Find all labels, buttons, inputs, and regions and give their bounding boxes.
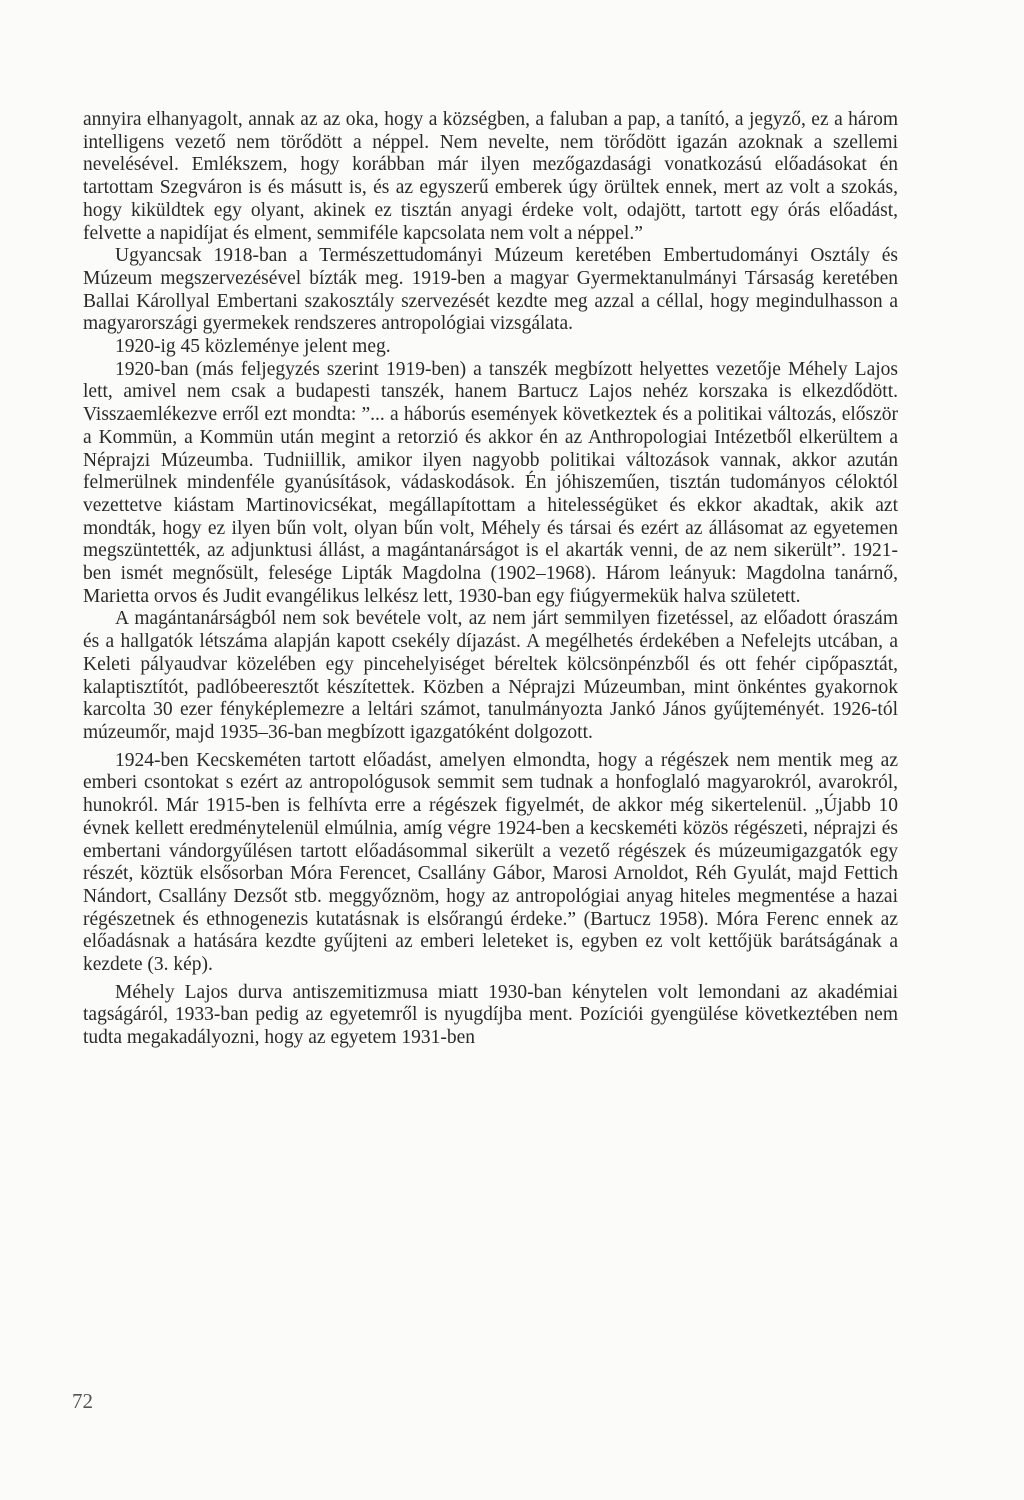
paragraph-7: Méhely Lajos durva antiszemitizmusa miatt 1930-ban kénytelen volt lemondani az akadémiai tagságáról, 1933-ban pedig az egyetemről is nyugdíjba ment. Pozíciói gyengülése következtében nem tudta megakadályozni, hogy az egyetem 1931-ben (83, 981, 898, 1049)
body-text (83, 109, 898, 1050)
paragraph-5: A magántanárságból nem sok bevétele volt, az nem járt semmilyen fizetéssel, az előadott óraszám és a hallgatók létszáma alapján kapott csekély díjazást. A megélhetés érdekében a Nefelejts utcában, a Keleti pályaudvar közelében egy pincehelyiséget béreltek kölcsönpénzből és ott fehér cipőpasztát, kalaptisztítót, padlóbeeresztőt készítettek. Közben a Néprajzi Múzeumban, mint önkéntes gyakornok karcolta 30 ezer fényképlemezre a leltári számot, tanulmányozta Jankó János gyűjteményét. 1926-tól múzeumőr, majd 1935–36-ban megbízott igazgatóként dolgozott. (83, 608, 898, 743)
paragraph-1: annyira elhanyagolt, annak az az oka, hogy a községben, a faluban a pap, a tanító, a jegyző, ez a három intelligens vezető nem törődött a néppel. Nem nevelte, nem törődött igazán azoknak a szellemi nevelésével. Emlékszem, hogy korábban már ilyen mezőgazdasági vonatkozású előadásokat én tartottam Szegváron is és másutt is, és az egyszerű emberek úgy örültek ennek, mert az volt a szokás, hogy kiküldtek egy olyant, akinek ez tisztán anyagi érdeke volt, odajött, tartott egy órás előadást, felvette a napidíjat és elment, semmiféle kapcsolata nem volt a néppel.” (83, 109, 898, 244)
page-number: 72 (72, 1389, 93, 1413)
paragraph-6: 1924-ben Kecskeméten tartott előadást, amelyen elmondta, hogy a régészek nem mentik meg az emberi csontokat s ezért az antropológusok semmit sem tudnak a honfoglaló magyarokról, avarokról, hunokról. Már 1915-ben is felhívta erre a régészek figyelmét, de akkor még sikertelenül. „Újabb 10 évnek kellett eredménytelenül elmúlnia, amíg végre 1924-ben a kecskeméti közös régészeti, néprajzi és embertani vándorgyűlésen tartott előadásommal sikerült a vezető régészek és múzeumigazgatók egy részét, köztük elsősorban Móra Ferencet, Csallány Gábor, Marosi Arnoldot, Réh Gyulát, majd Fettich Nándort, Csallány Dezsőt stb. meggyőznöm, hogy az antropológiai anyag hiteles megmentése a hazai régészetnek és ethnogenezis kutatásnak is elsőrangú érdeke.” (Bartucz 1958). Móra Ferenc ennek az előadásnak a hatására kezdte gyűjteni az emberi leleteket is, egyben ez volt kettőjük barátságának a kezdete (3. kép). (83, 749, 898, 976)
paragraph-4: 1920-ban (más feljegyzés szerint 1919-ben) a tanszék megbízott helyettes vezetője Méhely Lajos lett, amivel nem csak a budapesti tanszék, hanem Bartucz Lajos nehéz korszaka is elkezdődött. Visszaemlékezve erről ezt mondta: ”... a háborús események következtek és a politikai változás, először a Kommün, a Kommün után megint a retorzió és akkor én az Anthropologiai Intézetből elkerültem a Néprajzi Múzeumba. Tudniillik, amikor ilyen nagyobb politikai változások vannak, akkor azután felmerülnek mindenféle gyanúsítások, vádaskodások. Én jóhiszeműen, tisztán tudományos céloktól vezettetve kiástam Martinovicsékat, megállapítottam a hitelességüket és ekkor akadtak, akik azt mondták, hogy ez ilyen bűn volt, olyan bűn volt, Méhely és társai és ezért az állásomat az egyetemen megszüntették, az adjunktusi állást, a magántanárságot is el akarták venni, de az nem sikerült”. 1921-ben ismét megnősült, felesége Lipták Magdolna (1902–1968). Három leányuk: Magdolna tanárnő, Marietta orvos és Judit evangélikus lelkész lett, 1930-ban egy fiúgyermekük halva született. (83, 358, 898, 607)
paragraph-3: 1920-ig 45 közleménye jelent meg. (115, 336, 391, 358)
paragraph-2: Ugyancsak 1918-ban a Természettudományi Múzeum keretében Embertudományi Osztály és Múzeum megszervezésével bízták meg. 1919-ben a magyar Gyermektanulmányi Társaság keretében Ballai Károllyal Embertani szakosztály szervezését kezdte meg azzal a céllal, hogy megindulhasson a magyarországi gyermekek rendszeres antropológiai vizsgálata. (83, 245, 898, 335)
